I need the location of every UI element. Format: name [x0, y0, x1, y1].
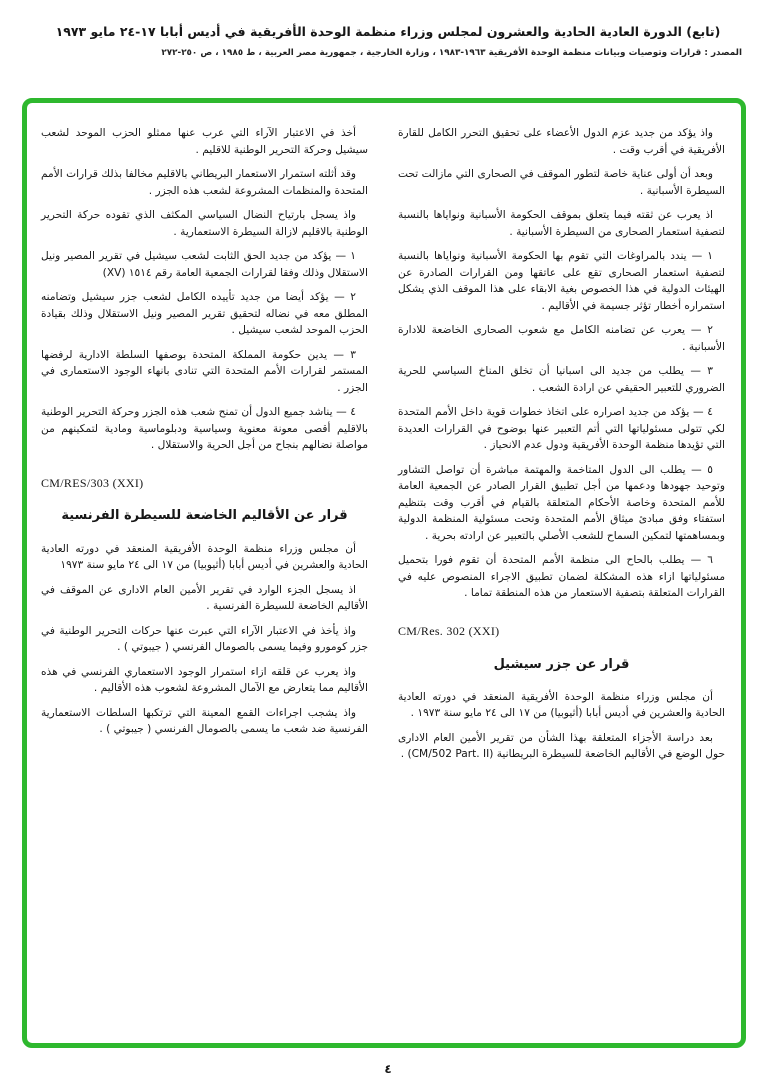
resolution-code: CM/Res. 302 (XXI)	[398, 623, 500, 638]
resolution-clause: ٤ — يؤكد من جديد اصراره على اتخاذ خطوات قوية داخل الأمم المتحدة لكي تتولى مسئولياتها التي أتم التعبير عنها بوضوح في القرارات العديدة التي تؤيدها منظمة الوحدة الأفريقية ودول عدم الانحياز .	[398, 406, 725, 452]
page-number: ٤	[384, 1062, 392, 1076]
resolution-clause: ٦ — يطلب بالحاح الى منظمة الأمم المتحدة أن تقوم فورا بتحميل مسئولياتها ازاء هذه المشكلة لضمان تطبيق الاجراء المنصوص عليه في القرارات المتعلقة بتصفية الاستعمار من هذه المنطقة تماما .	[398, 554, 725, 600]
paragraph: اذ يعرب عن ثقته فيما يتعلق بموقف الحكومة الأسبانية ونواياها بالنسبة لتصفية استعمار الصحارى من السيطرة الأسبانية .	[398, 209, 725, 238]
resolution-clause: ٣ — يدين حكومة المملكة المتحدة بوصفها السلطة الادارية لرفضها المستمر لقرارات الأمم المتحدة التي تنادى بانهاء الوجود الاستعمارى في الجزر .	[41, 348, 368, 394]
paragraph: واذ يأخذ في الاعتبار الآراء التي عبرت عنها حركات التحرير الوطنية في جزر كومورو وفيما يسمى بالصومال الفرنسي ( جيبوتي ) .	[41, 624, 368, 654]
paragraph: أن مجلس وزراء منظمة الوحدة الأفريقية المنعقد في دورته العادية الحادية والعشرين في أديس أبابا (أثيوبيا) من ١٧ الى ٢٤ مايو سنة ١٩٧٣ .	[398, 690, 725, 720]
resolution-clause: ٣ — يطلب من جديد الى اسبانيا أن تخلق المناخ السياسي للحرية الضروري للتعبير الحقيقي عن ارادة الشعب .	[398, 365, 725, 394]
right-column	[398, 125, 725, 1029]
paragraph: وبعد أن أولى عناية خاصة لتطور الموقف في الصحارى التي مازالت تحت السيطرة الأسبانية .	[398, 168, 725, 197]
resolution-title: قرار عن جزر سيشيل	[493, 656, 630, 672]
paragraph: أخذ في الاعتبار الآراء التي عرب عنها ممثلو الحزب الموحد لشعب سيشيل وحركة التحرير الوطنية للاقليم .	[41, 127, 368, 156]
resolution-clause: ٥ — يطلب الى الدول المتاخمة والمهتمة مباشرة أن تواصل التشاور وتوحيد جهودها ودعمها من أجل تطبيق القرار الصادر عن الجمعية العامة للأمم المتحدة وخاصة الأحكام المتعلقة بالقيام في أقرب وقت بتنظيم استفتاء وفق مبادئ ميثاق الأمم المتحدة وتحت مسئولية المنظمة الدولية وبمساهمتها لتمكين السماح للشعب الأصلي بالتعبير عن ارادته بحرية .	[398, 463, 725, 542]
left-column	[41, 125, 368, 1029]
page-header	[0, 24, 776, 58]
resolution-clause: ٤ — يناشد جميع الدول أن تمنح شعب هذه الجزر وحركة التحرير الوطنية بالاقليم أقصى معونة معنوية وسياسية ودبلوماسية ومادية لتمكينهم من مواصلة نضالهم بنجاح من أجل الحرية والاستقلال .	[41, 406, 368, 452]
paragraph: وقد أثلته استمرار الاستعمار البريطاني بالاقليم مخالفا بذلك قرارات الأمم المتحدة والمنظمات المشروعة لشعب هذه الجزر .	[41, 168, 368, 197]
header-source: المصدر : قرارات وتوصيات وبيانات منظمة الوحدة الأفريقية ١٩٦٣-١٩٨٣ ، وزارة الخارجية ، جمهورية مصر العربية ، ط ١٩٨٥ ، ص ٢٥٠-٢٧٢	[161, 48, 742, 58]
header-title: (تابع) الدورة العادية الحادية والعشرون لمجلس وزراء منظمة الوحدة الأفريقية في أديس أبابا ١٧-٢٤ مايو ١٩٧٣	[55, 24, 721, 39]
resolution-clause: ١ — يؤكد من جديد الحق الثابت لشعب سيشيل في تقرير المصير ونيل الاستقلال وذلك وفقا لقرارات الجمعية العامة رقم ١٥١٤ (XV)	[41, 250, 368, 279]
two-column-layout	[41, 125, 725, 1029]
content-border-box	[22, 98, 746, 1048]
paragraph: واذ يعرب عن قلقه ازاء استمرار الوجود الاستعماري الفرنسي في هذه الأقاليم مما يتعارض مع الآمال المشروعة لشعوب هذه الأقاليم .	[41, 665, 368, 695]
resolution-clause: ٢ — يعرب عن تضامنه الكامل مع شعوب الصحارى الخاضعة للادارة الأسبانية .	[398, 324, 725, 353]
paragraph: واذ يؤكد من جديد عزم الدول الأعضاء على تحقيق التحرر الكامل للقارة الأفريقية في أقرب وقت .	[398, 127, 725, 156]
resolution-code: CM/RES/303 (XXI)	[41, 475, 144, 490]
paragraph: بعد دراسة الأجزاء المتعلقة بهذا الشأن من تقرير الأمين العام الادارى حول الوضع في الأقاليم الخاضعة للسيطرة البريطانية (CM/502 Part. II) .	[398, 731, 725, 761]
paragraph: واذ يسجل بارتياح النضال السياسي المكثف الذي تقوده حركة التحرير الوطنية بالاقليم لازالة السيطرة الاستعمارية .	[41, 209, 368, 238]
paragraph: اذ يسجل الجزء الوارد في تقرير الأمين العام الادارى عن الموقف في الأقاليم الخاضعة للسيطرة الفرنسية .	[41, 583, 368, 613]
paragraph: واذ يشجب اجراءات القمع المعينة التي ترتكبها السلطات الاستعمارية الفرنسية ضد شعب ما يسمى بالصومال الفرنسي ( جيبوتي ) .	[41, 706, 368, 736]
resolution-title: قرار عن الأقاليم الخاضعة للسيطرة الفرنسية	[61, 508, 348, 524]
resolution-clause: ٢ — يؤكد أيضا من جديد تأييده الكامل لشعب جزر سيشيل وتضامنه المطلق معه في نضاله لتحقيق تقرير المصير ونيل الاستقلال وذلك بقيادة الحزب الموحد لشعب سيشيل .	[41, 291, 368, 337]
resolution-clause: ١ — يندد بالمراوغات التي تقوم بها الحكومة الأسبانية ونواياها بالنسبة لتصفية استعمار الصحارى تقع على عاتقها ومن القرارات الصادرة عن الهيئات الدولية في هذا الخصوص بغية الابقاء على هذا الموقف الذي يشكل استمراره أخطار تؤثر جسيمة في الأقاليم .	[398, 250, 725, 312]
paragraph: أن مجلس وزراء منظمة الوحدة الأفريقية المنعقد في دورته العادية الحادية والعشرين في أديس أبابا (أثيوبيا) من ١٧ الى ٢٤ مايو سنة ١٩٧٣	[41, 542, 368, 572]
